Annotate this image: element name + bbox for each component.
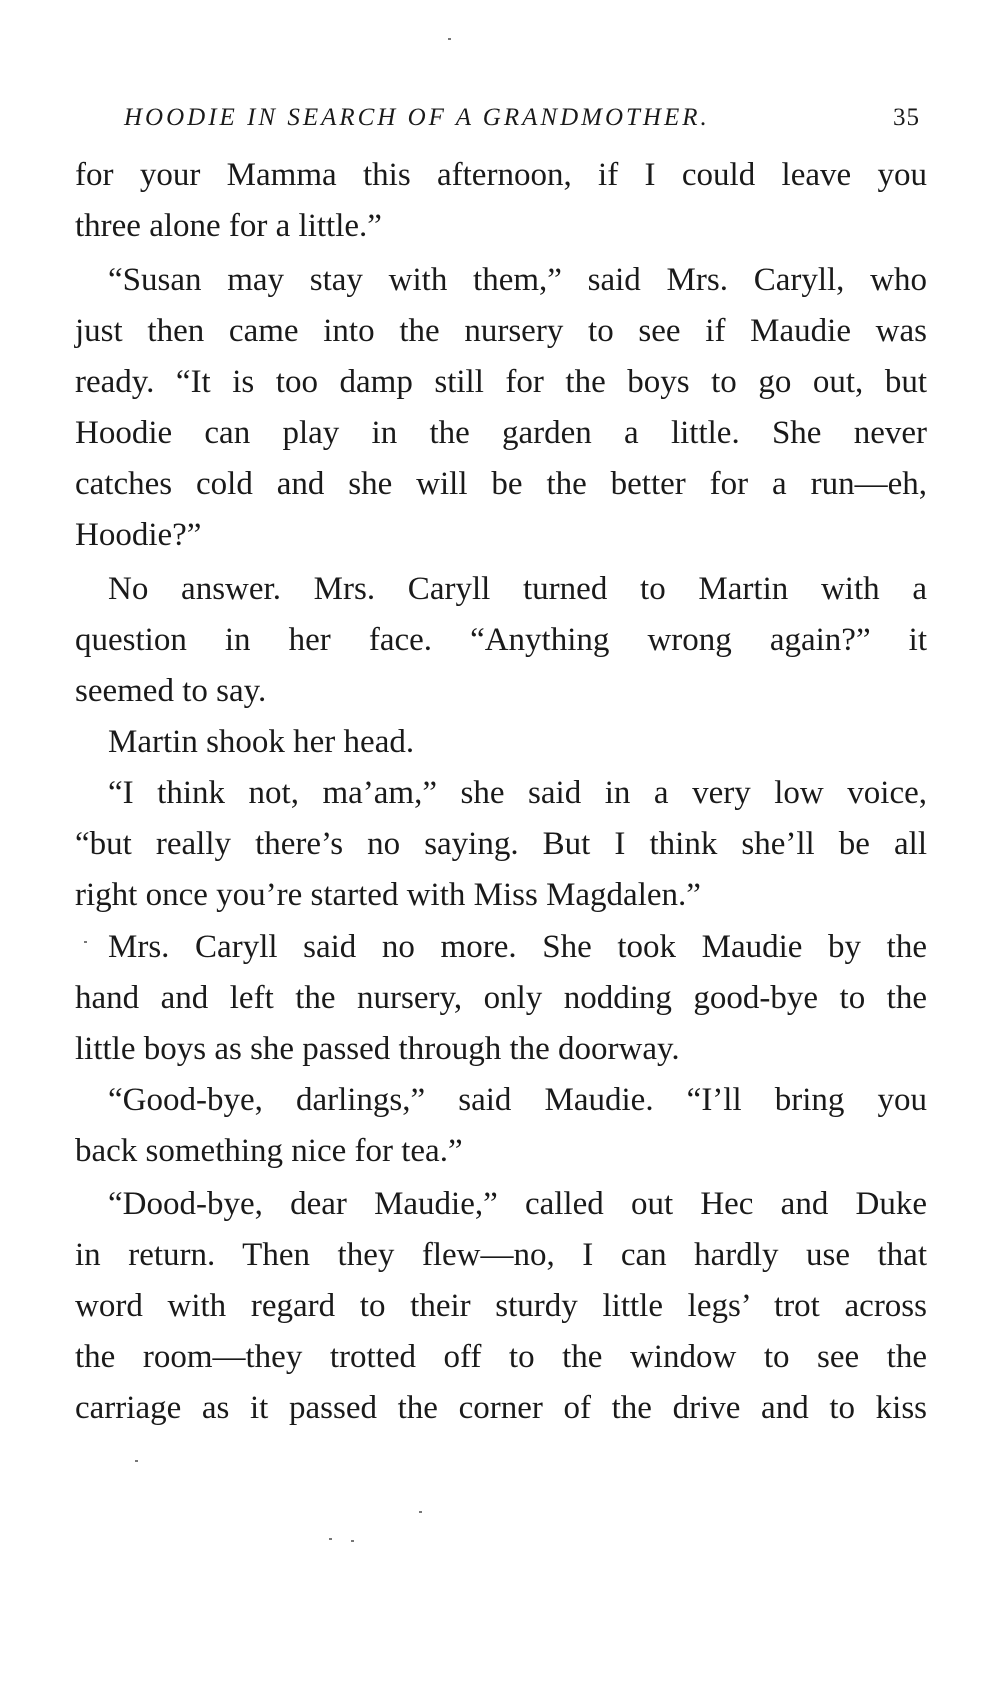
text-line: Martin shook her head. — [108, 724, 415, 760]
text-line: back something nice for tea.” — [75, 1133, 463, 1169]
text-line: in return. Then they flew—no, I can hardly use that — [75, 1237, 927, 1273]
text-line: ready. “It is too damp still for the boys to go out, but — [75, 364, 927, 400]
print-speck — [84, 941, 87, 943]
text-line: “but really there’s no saying. But I think she’ll be all — [75, 826, 927, 862]
text-line: “I think not, ma’am,” she said in a very low voice, — [108, 775, 927, 811]
text-line: Hoodie can play in the garden a little. She never — [75, 415, 927, 451]
page-number: 35 — [893, 104, 920, 131]
text-line: Mrs. Caryll said no more. She took Maudie by the — [108, 929, 927, 965]
text-line: little boys as she passed through the doorway. — [75, 1031, 680, 1067]
text-line: Hoodie?” — [75, 517, 202, 553]
text-line: right once you’re started with Miss Magdalen.” — [75, 877, 701, 913]
text-line: No answer. Mrs. Caryll turned to Martin with a — [108, 571, 927, 607]
text-line: seemed to say. — [75, 673, 267, 709]
text-line: “Susan may stay with them,” said Mrs. Caryll, who — [108, 262, 927, 298]
print-speck — [419, 1511, 422, 1513]
print-speck — [351, 1540, 354, 1542]
running-head — [120, 104, 920, 140]
text-line: “Good-bye, darlings,” said Maudie. “I’ll bring you — [108, 1082, 927, 1118]
text-line: hand and left the nursery, only nodding good-bye to the — [75, 980, 927, 1016]
text-line: catches cold and she will be the better for a run—eh, — [75, 466, 927, 502]
text-line: “Dood-bye, dear Maudie,” called out Hec and Duke — [108, 1186, 927, 1222]
text-line: for your Mamma this afternoon, if I could leave you — [75, 157, 927, 193]
text-line: just then came into the nursery to see if Maudie was — [75, 313, 927, 349]
print-speck — [448, 38, 451, 40]
running-title: HOODIE IN SEARCH OF A GRANDMOTHER. — [124, 104, 710, 131]
text-line: word with regard to their sturdy little legs’ trot across — [75, 1288, 927, 1324]
print-speck — [329, 1538, 332, 1540]
text-line: carriage as it passed the corner of the drive and to kiss — [75, 1390, 927, 1426]
text-line: three alone for a little.” — [75, 208, 382, 244]
text-line: question in her face. “Anything wrong again?” it — [75, 622, 927, 658]
text-line: the room—they trotted off to the window to see the — [75, 1339, 927, 1375]
print-speck — [135, 1460, 138, 1462]
